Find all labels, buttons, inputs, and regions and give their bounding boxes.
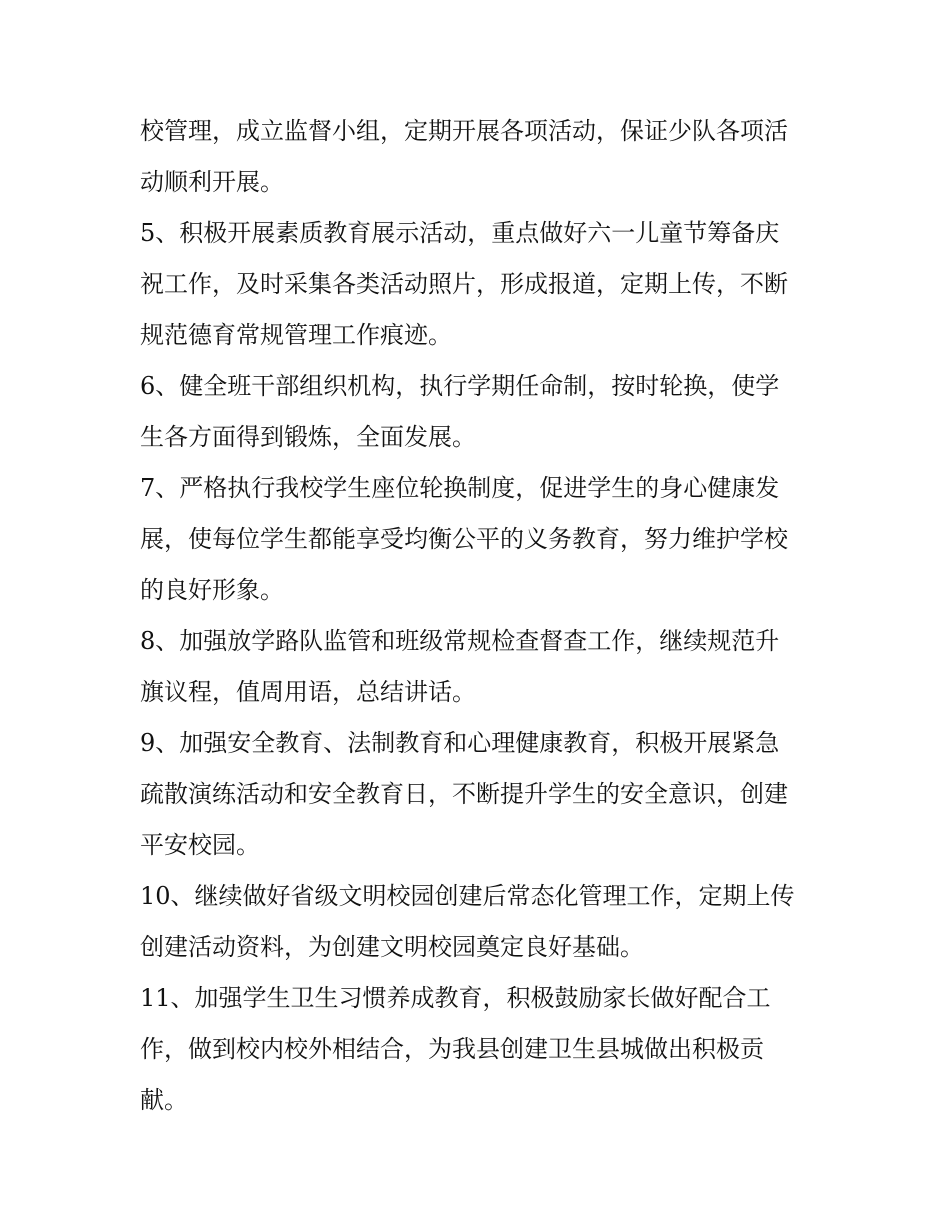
text-line: 祝工作，及时采集各类活动照片，形成报道，定期上传，不断 [140,270,788,298]
document-body [140,106,820,1126]
text-line: 平安校园。 [140,831,260,859]
text-line: 创建活动资料，为创建文明校园奠定良好基础。 [140,933,644,961]
text-line: 规范德育常规管理工作痕迹。 [140,321,452,349]
text-line: 9、加强安全教育、法制教育和心理健康教育，积极开展紧急 [140,729,780,757]
text-line: 10、继续做好省级文明校园创建后常态化管理工作，定期上传 [140,882,795,910]
text-line: 作，做到校内校外相结合，为我县创建卫生县城做出积极贡 [140,1035,764,1063]
text-line: 展，使每位学生都能享受均衡公平的义务教育，努力维护学校 [140,525,788,553]
text-line: 8、加强放学路队监管和班级常规检查督查工作，继续规范升 [140,627,780,655]
text-line: 生各方面得到锻炼，全面发展。 [140,423,476,451]
text-line: 旗议程，值周用语，总结讲话。 [140,678,476,706]
text-line: 疏散演练活动和安全教育日，不断提升学生的安全意识，创建 [140,780,788,808]
text-line: 校管理，成立监督小组，定期开展各项活动，保证少队各项活 [140,117,788,145]
text-line: 动顺利开展。 [140,168,284,196]
text-line: 11、加强学生卫生习惯养成教育，积极鼓励家长做好配合工 [140,984,771,1012]
text-line: 6、健全班干部组织机构，执行学期任命制，按时轮换，使学 [140,372,780,400]
text-line: 的良好形象。 [140,576,284,604]
text-line: 7、严格执行我校学生座位轮换制度，促进学生的身心健康发 [140,474,780,502]
text-line: 献。 [140,1086,188,1114]
text-line: 5、积极开展素质教育展示活动，重点做好六一儿童节筹备庆 [140,219,780,247]
